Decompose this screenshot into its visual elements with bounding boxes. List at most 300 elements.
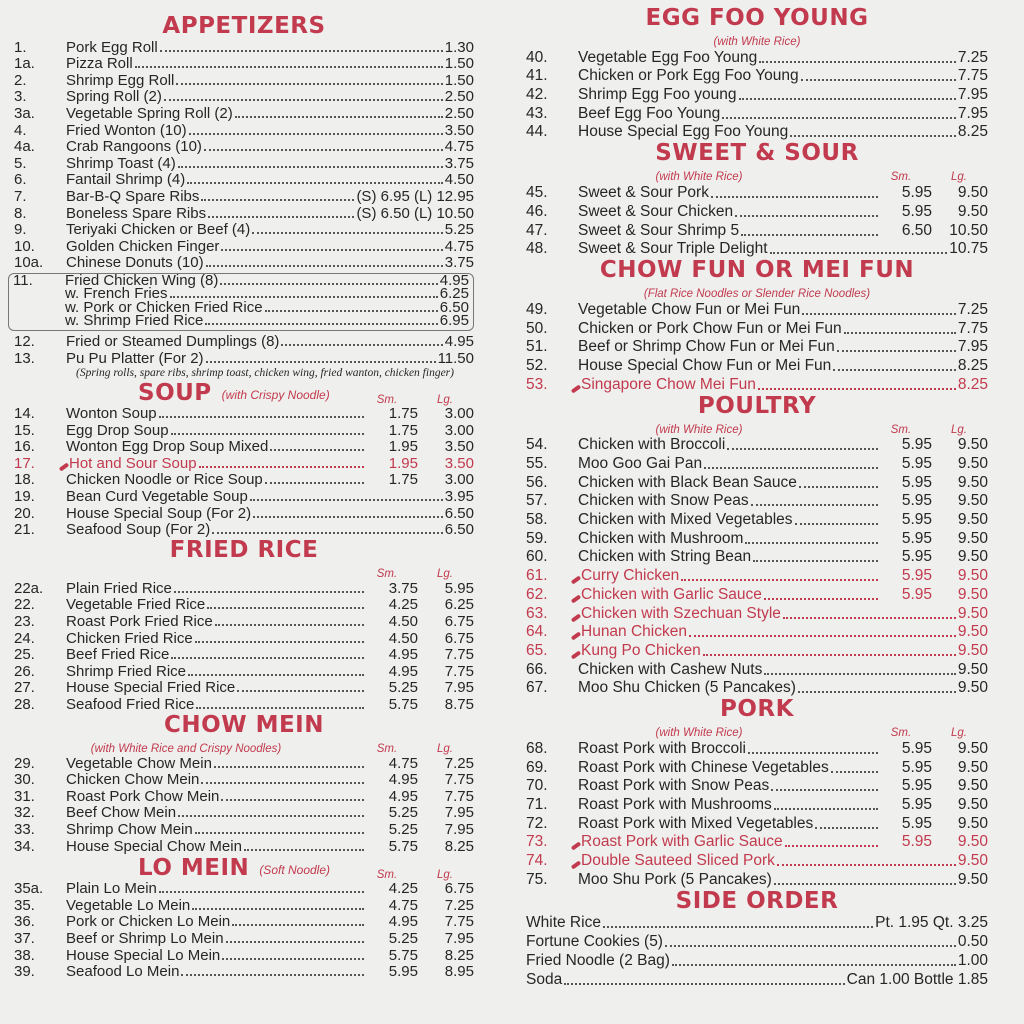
- dot-leader: [833, 369, 956, 371]
- item-price-large: 3.00: [444, 405, 474, 423]
- item-price: 5.25: [444, 221, 474, 239]
- section-subheader: [526, 722, 988, 739]
- item-number: 35a.: [14, 880, 44, 898]
- size-label-large: Lg.: [437, 868, 453, 881]
- item-number: 58.: [526, 511, 548, 529]
- item-price-large: 6.75: [444, 613, 474, 631]
- dot-leader: [204, 149, 443, 151]
- item-number: 46.: [526, 202, 548, 220]
- item-name: Singapore Chow Mei Fun: [581, 375, 756, 393]
- item-number: 59.: [526, 529, 548, 547]
- item-price-large: 9.50: [957, 567, 988, 585]
- item-name: Chicken with String Bean: [578, 548, 752, 566]
- item-price: 1.00: [957, 951, 988, 969]
- item-name: Pork or Chicken Lo Mein: [66, 913, 231, 931]
- size-label-small: Sm.: [376, 393, 398, 406]
- item-price-small: 4.75: [388, 754, 418, 772]
- item-price: 10.75: [949, 240, 988, 258]
- menu-item: [14, 613, 474, 630]
- menu-item: [14, 39, 474, 56]
- item-number: 28.: [14, 696, 35, 713]
- menu-item: [526, 851, 988, 870]
- menu-item: [526, 795, 988, 814]
- item-price: 8.25: [957, 375, 988, 393]
- menu-item: [14, 755, 474, 772]
- item-number: 38.: [14, 946, 35, 964]
- dot-leader: [174, 591, 364, 593]
- item-price-large: 9.50: [957, 585, 988, 603]
- item-name: Vegetable Spring Roll (2): [66, 104, 233, 122]
- item-price-small: 4.25: [388, 596, 418, 614]
- item-number: 32.: [14, 804, 35, 822]
- item-name: Chicken with Szechuan Style: [581, 604, 781, 622]
- menu-item: [14, 647, 474, 664]
- item-number: 26.: [14, 662, 35, 680]
- item-number: 1a.: [14, 55, 35, 73]
- dot-leader: [689, 635, 956, 637]
- dot-leader: [774, 883, 956, 885]
- menu-item: [526, 932, 988, 951]
- item-number: 63.: [526, 604, 548, 622]
- menu-item: [14, 680, 474, 697]
- item-price: 3.75: [444, 254, 474, 272]
- item-price-small: 5.75: [388, 696, 418, 713]
- menu-item: [526, 221, 988, 240]
- menu-item: [526, 473, 988, 492]
- item-price-large: 6.25: [444, 596, 474, 614]
- item-price-small: 5.95: [901, 492, 932, 510]
- item-price: 1.50: [444, 55, 474, 73]
- item-name: House Special Egg Foo Young: [578, 123, 789, 141]
- dot-leader: [790, 135, 956, 137]
- item-price-large: 7.75: [444, 913, 474, 931]
- chili-pepper-icon: [571, 842, 581, 851]
- item-number: 53.: [526, 375, 548, 393]
- dot-leader: [208, 216, 354, 218]
- item-price: 9.50: [957, 623, 988, 641]
- item-price: 7.25: [957, 48, 988, 66]
- item-price-large: 5.95: [444, 579, 474, 597]
- section-poultry: [526, 394, 988, 698]
- item-name: Bar-B-Q Spare Ribs: [66, 187, 200, 205]
- item-name: Shrimp Chow Mein: [66, 820, 193, 838]
- menu-item: [14, 522, 474, 539]
- item-price-small: 6.50: [901, 221, 932, 239]
- item-price-large: 9.50: [957, 202, 988, 220]
- item-price: (S) 6.50 (L) 10.50: [356, 204, 474, 222]
- item-number: 60.: [526, 548, 548, 566]
- dot-leader: [745, 542, 878, 544]
- item-number: 66.: [526, 660, 548, 678]
- item-number: 65.: [526, 641, 548, 659]
- item-number: 72.: [526, 814, 548, 832]
- item-price: Pt. 1.95 Qt. 3.25: [875, 914, 988, 932]
- menu-item: [14, 222, 474, 239]
- item-number: 8.: [14, 204, 27, 222]
- item-name: Seafood Fried Rice: [66, 696, 195, 713]
- section-subtitle: (Flat Rice Noodles or Slender Rice Noodles): [643, 288, 871, 301]
- item-name: Chinese Donuts (10): [66, 254, 204, 272]
- item-price-small: 4.50: [388, 629, 418, 647]
- section-title: SWEET & SOUR: [655, 140, 859, 167]
- item-number: 11.: [13, 271, 33, 289]
- menu-item: [14, 333, 474, 350]
- item-name: Shrimp Fried Rice: [66, 662, 187, 680]
- size-label-small: Sm.: [890, 423, 912, 436]
- dot-leader: [164, 99, 443, 101]
- item-name: Plain Fried Rice: [66, 579, 172, 597]
- menu-item: [526, 566, 988, 585]
- dot-leader: [171, 433, 364, 435]
- item-price-large: 9.50: [957, 548, 988, 566]
- dot-leader: [232, 924, 364, 926]
- item-price-large: 9.50: [957, 473, 988, 491]
- item-price-large: 3.00: [444, 421, 474, 439]
- item-number: 33.: [14, 820, 35, 838]
- item-price: 4.75: [444, 138, 474, 156]
- item-name: Fried Chicken Wing (8): [65, 271, 219, 289]
- section-title: SIDE ORDER: [675, 887, 839, 914]
- menu-item: [526, 758, 988, 777]
- item-name: Chicken with Garlic Sauce: [581, 585, 762, 603]
- menu-item: [526, 623, 988, 642]
- item-price-large: 7.95: [444, 679, 474, 697]
- item-name: Fantail Shrimp (4): [66, 171, 186, 189]
- section-title: CHOW FUN OR MEI FUN: [599, 257, 915, 284]
- item-price-small: 5.95: [901, 567, 932, 585]
- dot-leader: [801, 79, 956, 81]
- item-number: 31.: [14, 787, 35, 805]
- item-number: 67.: [526, 679, 548, 697]
- item-name: Chicken Fried Rice: [66, 629, 193, 647]
- section-title: CHOW MEIN: [164, 712, 324, 738]
- item-name: Shrimp Egg Roll: [66, 71, 175, 89]
- item-name: Beef or Shrimp Chow Fun or Mei Fun: [578, 338, 835, 356]
- menu-item: [14, 472, 474, 489]
- item-price-small: 5.95: [901, 473, 932, 491]
- menu-item: [14, 788, 474, 805]
- item-number: 35.: [14, 896, 35, 914]
- dot-leader: [703, 654, 956, 656]
- item-number: 51.: [526, 338, 548, 356]
- dot-leader: [844, 332, 956, 334]
- item-name: Sweet & Sour Triple Delight: [578, 240, 768, 258]
- item-name: Vegetable Chow Fun or Mei Fun: [578, 300, 801, 318]
- item-number: 13.: [14, 349, 35, 367]
- item-price-large: 7.95: [444, 929, 474, 947]
- dot-leader: [672, 964, 956, 966]
- menu-item: [526, 48, 988, 67]
- dot-leader: [250, 499, 443, 501]
- size-label-small: Sm.: [890, 727, 912, 740]
- item-number: 15.: [14, 421, 35, 439]
- menu-item: [526, 67, 988, 86]
- item-number: 30.: [14, 771, 35, 789]
- section-subheader: [526, 166, 988, 183]
- section-lo-mein: [14, 855, 474, 981]
- dot-leader: [196, 707, 364, 709]
- size-label-small: Sm.: [376, 868, 398, 881]
- item-name: Seafood Lo Mein: [66, 963, 180, 981]
- dot-leader: [831, 771, 878, 773]
- item-name: Shrimp Egg Foo young: [578, 86, 737, 104]
- dot-leader: [265, 310, 438, 312]
- chili-pepper-icon: [571, 576, 581, 585]
- item-price-large: 7.75: [444, 646, 474, 664]
- dot-leader: [244, 849, 364, 851]
- item-price: 9.50: [957, 870, 988, 888]
- menu-item: [14, 930, 474, 947]
- item-name: Moo Goo Gai Pan: [578, 455, 703, 472]
- item-number: 74.: [526, 852, 548, 870]
- menu-item: [526, 375, 988, 394]
- item-name: Vegetable Fried Rice: [66, 596, 206, 614]
- item-price: 6.50: [444, 504, 474, 522]
- item-price-large: 9.50: [957, 777, 988, 795]
- section-title: EGG FOO YOUNG: [645, 5, 869, 31]
- item-price-large: 9.50: [957, 436, 988, 454]
- menu-item: [526, 970, 988, 989]
- item-price: 3.95: [444, 488, 474, 506]
- item-price-large: 9.50: [957, 492, 988, 510]
- menu-item: [14, 838, 474, 855]
- menu-item: [14, 139, 474, 156]
- item-number: 14.: [14, 405, 35, 423]
- menu-item: [14, 205, 474, 222]
- item-name: Fortune Cookies (5): [526, 933, 663, 951]
- item-price-large: 8.95: [444, 963, 474, 981]
- menu-item: [526, 833, 988, 852]
- item-number: 40.: [526, 48, 548, 66]
- item-price-large: 9.50: [957, 814, 988, 832]
- dot-leader: [253, 516, 443, 518]
- item-price-small: 5.25: [388, 820, 418, 838]
- menu-item: [14, 821, 474, 838]
- menu-item: [14, 172, 474, 189]
- menu-item: [14, 881, 474, 898]
- section-subtitle: (Soft Noodle): [259, 862, 331, 877]
- item-price-large: 10.50: [949, 221, 988, 239]
- item-name: Chicken with Mushroom: [578, 529, 744, 547]
- dot-leader: [727, 448, 878, 450]
- dot-leader: [741, 234, 878, 236]
- item-number: 5.: [14, 154, 27, 172]
- dot-leader: [220, 283, 437, 285]
- item-name: House Special Fried Rice: [66, 679, 236, 697]
- section-chow-fun-or-mei-fun: [526, 258, 988, 393]
- section-subtitle: (with White Rice): [713, 36, 801, 48]
- item-price-large: 9.50: [957, 455, 988, 472]
- item-price-small: 4.95: [388, 771, 418, 789]
- menu-item: [526, 240, 988, 259]
- item-name: Fried Noodle (2 Bag): [526, 951, 670, 969]
- dot-leader: [771, 789, 878, 791]
- dot-leader: [215, 624, 364, 626]
- menu-item: [526, 338, 988, 357]
- section-title: FRIED RICE: [169, 537, 319, 564]
- item-number: 49.: [526, 300, 548, 318]
- item-name: Sweet & Sour Shrimp 5: [578, 221, 740, 239]
- menu-item: [526, 604, 988, 623]
- dot-leader: [192, 908, 364, 910]
- item-name: Chicken or Pork Egg Foo Young: [578, 67, 799, 85]
- dot-leader: [711, 196, 878, 198]
- item-price-large: 7.25: [444, 754, 474, 772]
- item-price: 0.50: [957, 933, 988, 951]
- menu-item: [14, 238, 474, 255]
- item-number: 43.: [526, 104, 548, 122]
- dot-leader: [758, 388, 956, 390]
- item-name: Hot and Sour Soup: [69, 454, 197, 472]
- item-number: 7.: [14, 187, 27, 205]
- item-price: 7.95: [957, 338, 988, 356]
- item-price: 8.25: [957, 123, 988, 141]
- item-price: Can 1.00 Bottle 1.85: [846, 970, 988, 988]
- dot-leader: [739, 98, 956, 100]
- chili-pepper-icon: [571, 613, 581, 622]
- dot-leader: [222, 958, 364, 960]
- section-title: SOUP: [138, 379, 212, 406]
- menu-item: [14, 914, 474, 931]
- item-name: Chicken Chow Mein: [66, 771, 200, 789]
- chili-pepper-icon: [571, 650, 581, 659]
- item-number: 22.: [14, 596, 35, 614]
- dot-leader: [201, 199, 354, 201]
- dot-leader: [189, 133, 443, 135]
- menu-item: [14, 964, 474, 981]
- dot-leader: [252, 232, 443, 234]
- menu-item: [14, 505, 474, 522]
- item-name: Pu Pu Platter (For 2): [66, 349, 204, 367]
- item-price-large: 8.25: [444, 837, 474, 855]
- item-price-small: 5.95: [901, 796, 932, 813]
- item-name: Seafood Soup (For 2): [66, 521, 211, 539]
- item-price: 4.95: [444, 332, 474, 350]
- item-number: 55.: [526, 455, 548, 472]
- section-title: PORK: [720, 696, 794, 723]
- item-price-small: 5.75: [388, 946, 418, 964]
- item-price: 6.50: [444, 521, 474, 539]
- dot-leader: [748, 752, 878, 754]
- item-price-small: 1.95: [388, 438, 418, 456]
- item-number: 19.: [14, 488, 35, 506]
- menu-item: [14, 422, 474, 439]
- chili-pepper-icon: [571, 861, 581, 870]
- dot-leader: [799, 486, 878, 488]
- dot-leader: [188, 674, 364, 676]
- item-price-large: 9.50: [957, 758, 988, 776]
- dot-leader: [681, 579, 878, 581]
- menu-item: [526, 123, 988, 142]
- size-label-large: Lg.: [951, 171, 967, 184]
- item-name: Sweet & Sour Chicken: [578, 202, 734, 220]
- item-price: 1.30: [444, 38, 474, 56]
- item-price: 9.50: [957, 604, 988, 622]
- dot-leader: [235, 116, 443, 118]
- menu-item: [526, 85, 988, 104]
- item-price: 9.50: [957, 679, 988, 697]
- item-number: 17.: [14, 454, 35, 472]
- menu-item: [14, 350, 474, 367]
- item-price: 4.95: [439, 271, 469, 289]
- item-number: 1.: [14, 38, 27, 56]
- menu-item: [526, 951, 988, 970]
- item-name: House Special Chow Fun or Mei Fun: [578, 356, 832, 374]
- dot-leader: [221, 799, 364, 801]
- item-name: House Special Lo Mein: [66, 946, 221, 964]
- menu-item: [14, 406, 474, 423]
- item-price-small: 4.95: [388, 787, 418, 805]
- item-price: 4.75: [444, 237, 474, 255]
- size-label-large: Lg.: [951, 423, 967, 436]
- item-name: Double Sauteed Sliced Pork: [581, 852, 775, 870]
- dot-leader: [735, 215, 878, 217]
- item-number: 21.: [14, 521, 35, 539]
- item-price-large: 9.50: [957, 529, 988, 547]
- item-price-large: 9.50: [957, 184, 988, 202]
- section-subheader: [14, 738, 474, 755]
- dot-leader: [265, 482, 364, 484]
- item-number: 61.: [526, 567, 548, 585]
- menu-item: [14, 155, 474, 172]
- item-price: 9.50: [957, 852, 988, 870]
- size-label-large: Lg.: [437, 393, 453, 406]
- item-price: 8.25: [957, 356, 988, 374]
- menu-item: [14, 580, 474, 597]
- size-label-small: Sm.: [376, 743, 398, 755]
- menu-item: [14, 455, 474, 472]
- dot-leader: [837, 350, 956, 352]
- item-price: 7.25: [957, 300, 988, 318]
- item-name: House Special Soup (For 2): [66, 504, 252, 522]
- item-note: (Spring rolls, spare ribs, shrimp toast, chicken wing, fried wanton, chicken finger): [76, 366, 454, 379]
- dot-leader: [764, 673, 955, 675]
- item-name: Shrimp Toast (4): [66, 154, 176, 172]
- item-name: Pizza Roll: [66, 55, 133, 73]
- menu-item: [526, 319, 988, 338]
- dot-leader: [783, 617, 956, 619]
- item-number: 48.: [526, 240, 548, 258]
- dot-leader: [764, 598, 878, 600]
- menu-item: [526, 510, 988, 529]
- section-chow-mein: [14, 713, 474, 855]
- item-number: 70.: [526, 777, 548, 795]
- item-price-small: 5.95: [901, 511, 932, 529]
- dot-leader: [171, 657, 364, 659]
- item-price-large: 7.75: [444, 662, 474, 680]
- menu-item: [526, 202, 988, 221]
- menu-item: [14, 897, 474, 914]
- section-subtitle: (with White Rice and Crispy Noodles): [90, 743, 282, 755]
- item-price: 9.50: [957, 641, 988, 659]
- dot-leader: [206, 361, 436, 363]
- item-price-large: 7.25: [444, 896, 474, 914]
- item-name: Moo Shu Chicken (5 Pancakes): [578, 679, 796, 697]
- item-price-small: 4.95: [388, 646, 418, 664]
- item-price: 6.25: [439, 285, 469, 303]
- item-price-small: 5.95: [901, 739, 932, 757]
- item-name: Roast Pork with Mixed Vegetables: [578, 814, 814, 832]
- dot-leader: [270, 449, 364, 451]
- dot-leader: [212, 532, 443, 534]
- item-price-small: 5.95: [901, 184, 932, 202]
- menu-item: [526, 492, 988, 511]
- dot-leader: [187, 182, 443, 184]
- item-price: 3.50: [444, 121, 474, 139]
- menu-item: [526, 660, 988, 679]
- section-side-order: [526, 889, 988, 989]
- item-price-large: 8.25: [444, 946, 474, 964]
